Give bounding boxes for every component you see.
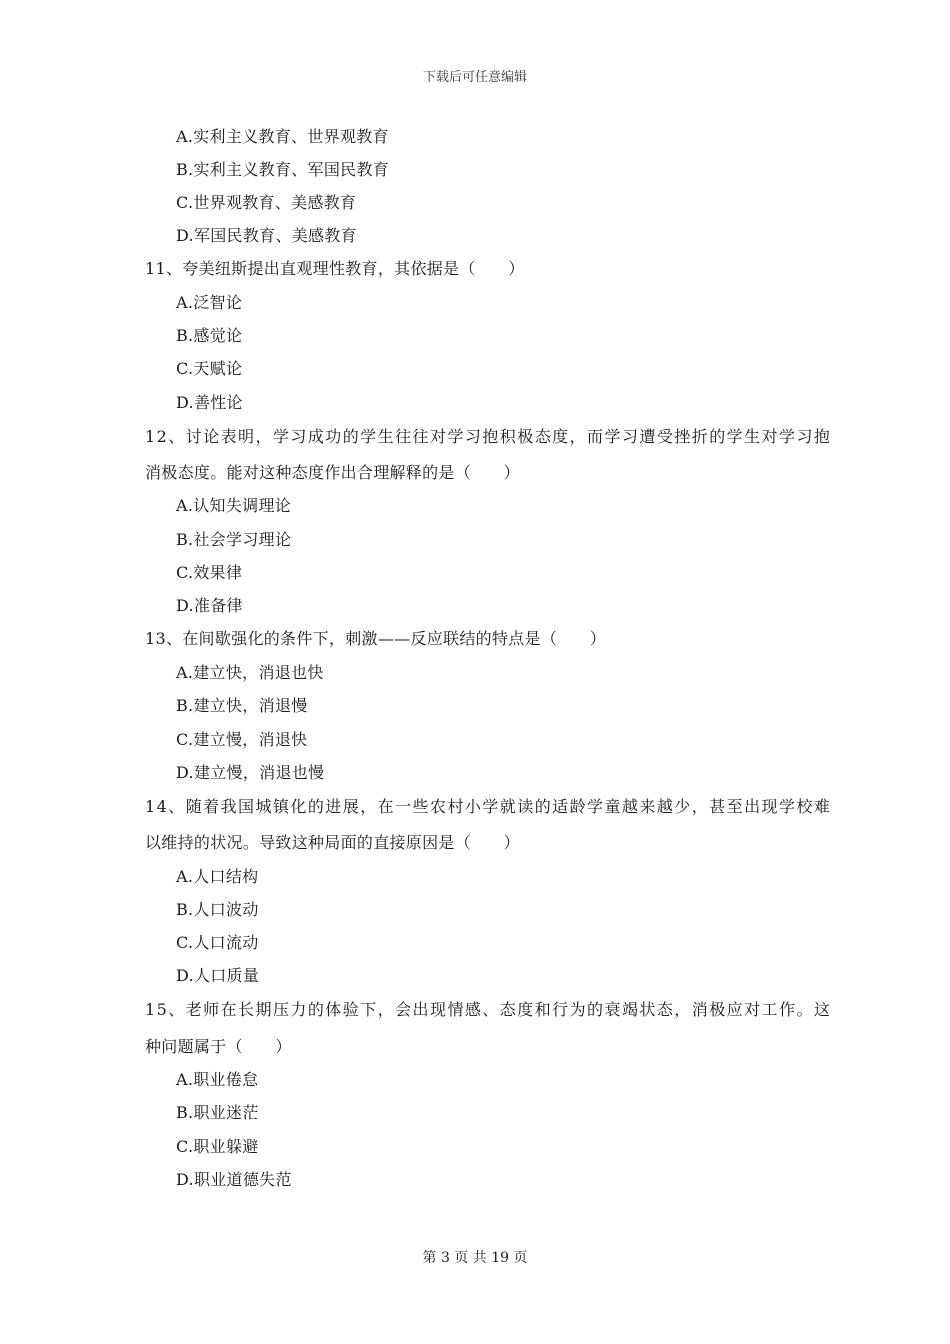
question-12-continued: 消极态度。能对这种态度作出合理解释的是（ ）: [145, 463, 520, 482]
option-d: D.善性论: [176, 393, 243, 412]
option-c: C.职业躲避: [176, 1137, 259, 1156]
option-b: B.职业迷茫: [176, 1103, 259, 1122]
option-d: D.准备律: [176, 596, 243, 615]
question-12: 12、讨论表明，学习成功的学生往往对学习抱积极态度，而学习遭受挫折的学生对学习抱: [145, 427, 832, 446]
option-a: A.职业倦怠: [176, 1070, 259, 1089]
option-a: A.泛智论: [176, 293, 243, 312]
option-d: D.建立慢，消退也慢: [176, 763, 325, 782]
page-footer: 第 3 页 共 19 页: [422, 1250, 528, 1266]
option-b: B.建立快，消退慢: [176, 696, 308, 715]
option-c: C.人口流动: [176, 933, 259, 952]
option-d: D.职业道德失范: [176, 1170, 292, 1189]
option-b: B.感觉论: [176, 326, 243, 345]
question-14-continued: 以维持的状况。导致这种局面的直接原因是（ ）: [145, 833, 520, 852]
question-15: 15、老师在长期压力的体验下，会出现情感、态度和行为的衰竭状态，消极应对工作。这: [145, 1000, 832, 1019]
page-header: 下载后可任意编辑: [422, 70, 527, 85]
option-c: C.效果律: [176, 563, 243, 582]
question-14: 14、随着我国城镇化的进展，在一些农村小学就读的适龄学童越来越少，甚至出现学校难: [145, 797, 832, 816]
question-13: 13、在间歇强化的条件下，刺激——反应联结的特点是（ ）: [145, 629, 607, 648]
option-a: A.建立快，消退也快: [176, 663, 324, 682]
option-a: A.人口结构: [176, 867, 259, 886]
option-b: B.社会学习理论: [176, 530, 292, 549]
option-d: D.人口质量: [176, 966, 260, 985]
option-c: C.建立慢，消退快: [176, 730, 308, 749]
option-a: A.认知失调理论: [176, 496, 292, 515]
option-a: A.实利主义教育、世界观教育: [176, 127, 389, 146]
option-b: B.实利主义教育、军国民教育: [176, 160, 390, 179]
question-11: 11、夸美纽斯提出直观理性教育，其依据是（ ）: [145, 259, 525, 278]
option-c: C.天赋论: [176, 359, 243, 378]
question-15-continued: 种问题属于（ ）: [145, 1037, 292, 1056]
option-b: B.人口波动: [176, 900, 259, 919]
option-d: D.军国民教育、美感教育: [176, 226, 357, 245]
option-c: C.世界观教育、美感教育: [176, 193, 357, 212]
